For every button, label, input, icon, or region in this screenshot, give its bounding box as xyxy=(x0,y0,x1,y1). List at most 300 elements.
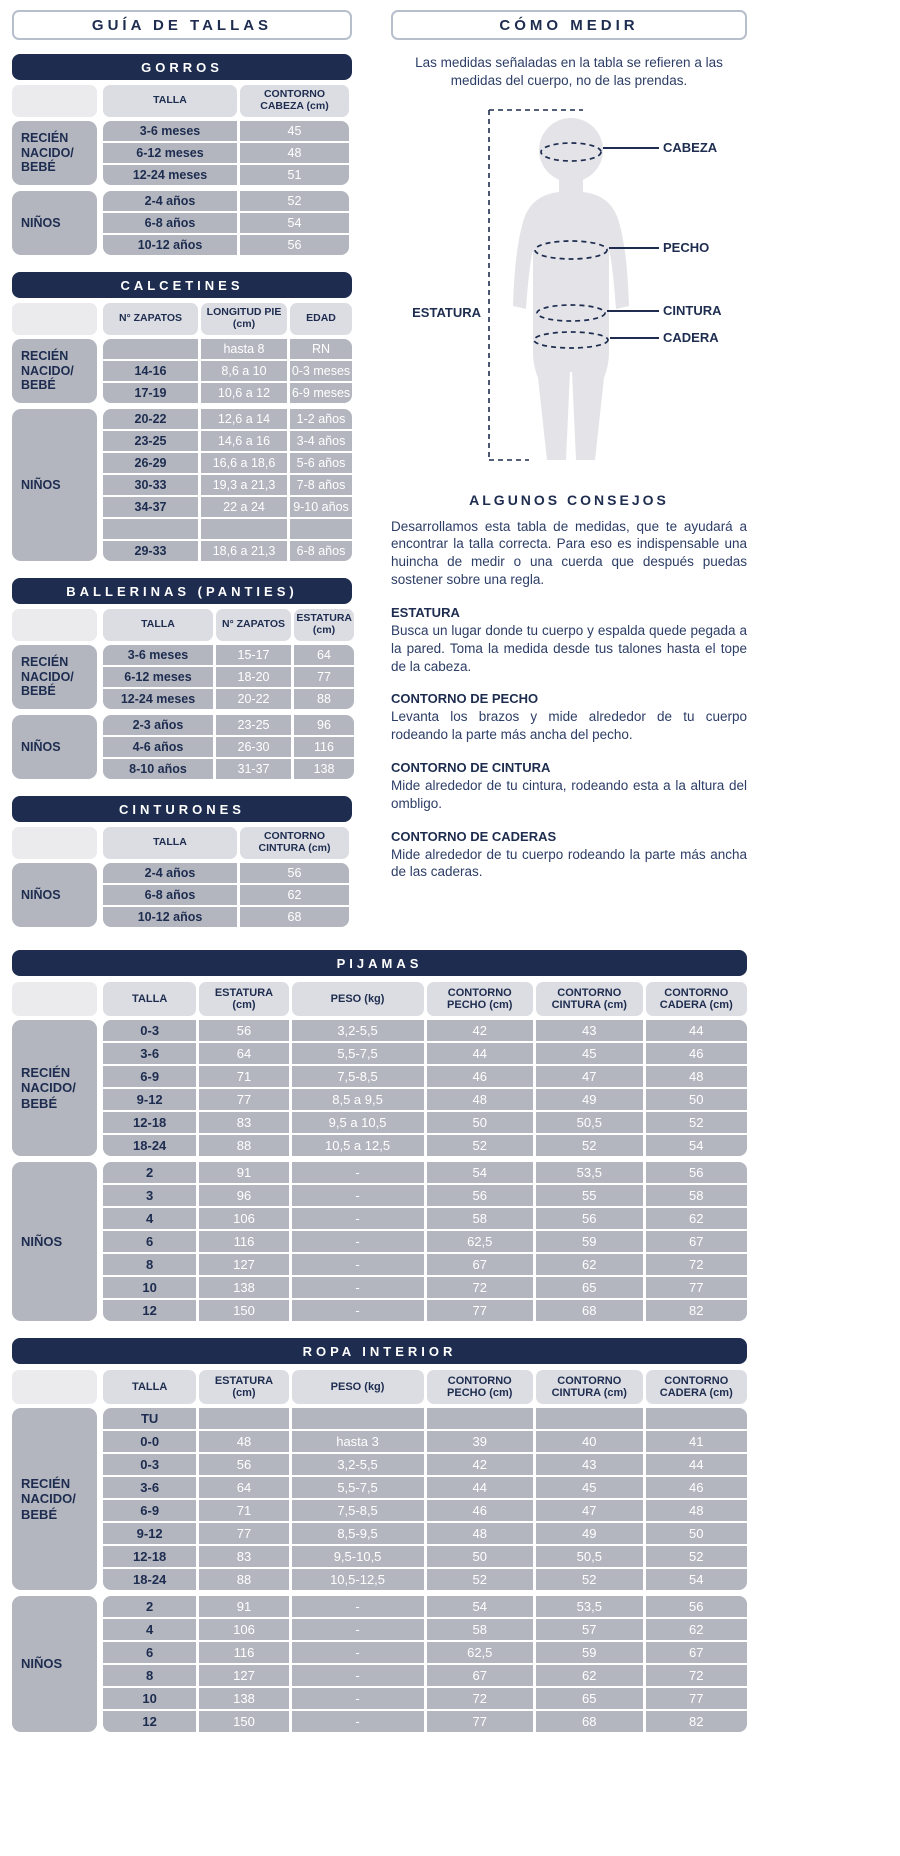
pijamas-cell-r2-c1: 106 xyxy=(199,1208,288,1229)
pijamas-cell-r1-c3: 56 xyxy=(427,1185,534,1206)
ballerinas-header-corner xyxy=(12,609,97,641)
pijamas-column-header-4: CONTORNO CINTURA (cm) xyxy=(536,982,643,1016)
cinturones-header-corner xyxy=(12,827,97,859)
pijamas-cell-r1-c1: 64 xyxy=(199,1043,288,1064)
pijamas-column-header-1: ESTATURA (cm) xyxy=(199,982,288,1016)
tip-contorno-caderas-text: Mide alrededor de tu cuerpo rodeando la parte más ancha de las caderas. xyxy=(391,846,747,880)
ropa-interior-cell-r5-c0: 12 xyxy=(103,1711,196,1732)
ballerinas-cell-r1-c0: 4-6 años xyxy=(103,737,213,757)
ropa-interior-cell-r2-c1: 56 xyxy=(199,1454,288,1475)
how-to-measure-column xyxy=(391,10,747,944)
pijamas-cell-r0-c0: 0-3 xyxy=(103,1020,196,1041)
pijamas-cell-r4-c4: 62 xyxy=(536,1254,643,1275)
ropa-interior-cell-r3-c5: 72 xyxy=(646,1665,747,1686)
ropa-interior-cell-r6-c0: 12-18 xyxy=(103,1546,196,1567)
cinturones-column-header-0: TALLA xyxy=(103,827,237,859)
pijamas-cell-r5-c0: 10 xyxy=(103,1277,196,1298)
pijamas-cell-r1-c5: 58 xyxy=(646,1185,747,1206)
pijamas-cell-r6-c4: 68 xyxy=(536,1300,643,1321)
gorros-cell-r2-c0: 10-12 años xyxy=(103,235,237,255)
size-guide-title-text: GUÍA DE TALLAS xyxy=(91,16,273,34)
pijamas-cell-r5-c4: 52 xyxy=(536,1135,643,1156)
gorros-group-0 xyxy=(12,121,352,185)
ropa-interior-cell-r0-c5: 56 xyxy=(646,1596,747,1617)
ballerinas-cell-r2-c1: 20-22 xyxy=(216,689,291,709)
pijamas-cell-r0-c2: 3,2-5,5 xyxy=(292,1020,424,1041)
table-ballerinas xyxy=(12,578,352,779)
pijamas-cell-r0-c0: 2 xyxy=(103,1162,196,1183)
pijamas-cell-r5-c3: 52 xyxy=(427,1135,534,1156)
ballerinas-group-1 xyxy=(12,715,352,779)
ropa-interior-cell-r5-c3: 48 xyxy=(427,1523,534,1544)
calcetines-cell-r0-c2: 1-2 años xyxy=(290,409,352,429)
pijamas-cell-r0-c3: 54 xyxy=(427,1162,534,1183)
pijamas-cell-r2-c4: 56 xyxy=(536,1208,643,1229)
pijamas-cell-r2-c4: 47 xyxy=(536,1066,643,1087)
pijamas-cell-r5-c5: 54 xyxy=(646,1135,747,1156)
ballerinas-cell-r2-c1: 31-37 xyxy=(216,759,291,779)
calcetines-cell-r6-c2: 6-8 años xyxy=(290,541,352,561)
pijamas-cell-r0-c3: 42 xyxy=(427,1020,534,1041)
pijamas-cell-r2-c5: 48 xyxy=(646,1066,747,1087)
pijamas-column-header-5: CONTORNO CADERA (cm) xyxy=(646,982,747,1016)
ropa-interior-header-row xyxy=(12,1370,747,1404)
ropa-interior-cell-r1-c1: 48 xyxy=(199,1431,288,1452)
cinturones-group-0 xyxy=(12,863,352,927)
ropa-interior-cell-r2-c3: 42 xyxy=(427,1454,534,1475)
calcetines-column-header-0: N° ZAPATOS xyxy=(103,303,198,335)
ropa-interior-cell-r4-c5: 77 xyxy=(646,1688,747,1709)
ballerinas-cell-r2-c0: 8-10 años xyxy=(103,759,213,779)
how-to-measure-title-text: CÓMO MEDIR xyxy=(499,16,639,34)
pijamas-cell-r5-c3: 72 xyxy=(427,1277,534,1298)
tip-contorno-pecho-title: CONTORNO DE PECHO xyxy=(391,691,539,707)
tip-contorno-pecho-text: Levanta los brazos y mide alrededor de tu cuerpo rodeando la parte más ancha del pecho. xyxy=(391,709,747,743)
pijamas-cell-r4-c5: 52 xyxy=(646,1112,747,1133)
ballerinas-column-header-0: TALLA xyxy=(103,609,213,641)
pijamas-cell-r6-c2: - xyxy=(292,1300,424,1321)
pijamas-cell-r3-c4: 59 xyxy=(536,1231,643,1252)
ropa-interior-cell-r2-c3: 62,5 xyxy=(427,1642,534,1663)
ropa-interior-cell-r1-c0: 4 xyxy=(103,1619,196,1640)
pijamas-column-header-3: CONTORNO PECHO (cm) xyxy=(427,982,534,1016)
calcetines-group-label-0: RECIÉN NACIDO/ BEBÉ xyxy=(12,339,97,403)
calcetines-cell-r6-c0: 29-33 xyxy=(103,541,198,561)
ropa-interior-cell-r3-c2: - xyxy=(292,1665,424,1686)
pijamas-cell-r1-c4: 45 xyxy=(536,1043,643,1064)
pijamas-cell-r4-c0: 8 xyxy=(103,1254,196,1275)
cinturones-cell-r2-c1: 68 xyxy=(240,907,349,927)
ropa-interior-cell-r4-c3: 46 xyxy=(427,1500,534,1521)
tip-estatura-title: ESTATURA xyxy=(391,604,460,620)
pijamas-cell-r2-c2: 7,5-8,5 xyxy=(292,1066,424,1087)
calcetines-group-0 xyxy=(12,339,352,403)
ropa-interior-cell-r0-c2: - xyxy=(292,1596,424,1617)
pijamas-group-label-0: RECIÉN NACIDO/ BEBÉ xyxy=(12,1020,97,1156)
calcetines-cell-r5-c1 xyxy=(201,519,287,539)
pijamas-cell-r3-c4: 49 xyxy=(536,1089,643,1110)
pijamas-cell-r4-c0: 12-18 xyxy=(103,1112,196,1133)
ballerinas-column-header-2: ESTATURA (cm) xyxy=(294,609,354,641)
cinturones-cell-r0-c0: 2-4 años xyxy=(103,863,237,883)
ropa-interior-cell-r7-c4: 52 xyxy=(536,1569,643,1590)
ropa-interior-cell-r5-c0: 9-12 xyxy=(103,1523,196,1544)
pijamas-cell-r1-c0: 3-6 xyxy=(103,1043,196,1064)
consejos-title: ALGUNOS CONSEJOS xyxy=(469,491,669,508)
ballerinas-cell-r2-c0: 12-24 meses xyxy=(103,689,213,709)
ropa-interior-cell-r3-c1: 127 xyxy=(199,1665,288,1686)
pijamas-cell-r0-c5: 44 xyxy=(646,1020,747,1041)
ballerinas-cell-r2-c2: 138 xyxy=(294,759,354,779)
calcetines-cell-r2-c2: 6-9 meses xyxy=(290,383,352,403)
pijamas-cell-r1-c0: 3 xyxy=(103,1185,196,1206)
pijamas-cell-r1-c1: 96 xyxy=(199,1185,288,1206)
ropa-interior-cell-r1-c5: 62 xyxy=(646,1619,747,1640)
pijamas-cell-r2-c2: - xyxy=(292,1208,424,1229)
pijamas-cell-r0-c4: 43 xyxy=(536,1020,643,1041)
ballerinas-cell-r1-c1: 18-20 xyxy=(216,667,291,687)
pijamas-cell-r5-c0: 18-24 xyxy=(103,1135,196,1156)
pijamas-cell-r2-c3: 58 xyxy=(427,1208,534,1229)
pijamas-cell-r0-c4: 53,5 xyxy=(536,1162,643,1183)
ropa-interior-cell-r6-c4: 50,5 xyxy=(536,1546,643,1567)
gorros-cell-r0-c1: 52 xyxy=(240,191,349,211)
ropa-interior-cell-r0-c3: 54 xyxy=(427,1596,534,1617)
ropa-interior-cell-r5-c4: 68 xyxy=(536,1711,643,1732)
ropa-interior-cell-r0-c3 xyxy=(427,1408,534,1429)
ballerinas-group-0 xyxy=(12,645,352,709)
pijamas-cell-r4-c2: 9,5 a 10,5 xyxy=(292,1112,424,1133)
pijamas-cell-r2-c5: 62 xyxy=(646,1208,747,1229)
pijamas-header-row xyxy=(12,982,747,1016)
top-section xyxy=(12,10,747,944)
ropa-interior-column-header-2: PESO (kg) xyxy=(292,1370,424,1404)
pijamas-cell-r2-c1: 71 xyxy=(199,1066,288,1087)
pijamas-cell-r3-c3: 48 xyxy=(427,1089,534,1110)
pijamas-cell-r4-c1: 127 xyxy=(199,1254,288,1275)
pijamas-cell-r1-c2: - xyxy=(292,1185,424,1206)
ropa-interior-cell-r3-c1: 64 xyxy=(199,1477,288,1498)
calcetines-cell-r1-c0: 23-25 xyxy=(103,431,198,451)
pijamas-cell-r2-c3: 46 xyxy=(427,1066,534,1087)
pijamas-cell-r4-c4: 50,5 xyxy=(536,1112,643,1133)
ropa-interior-cell-r4-c0: 6-9 xyxy=(103,1500,196,1521)
ropa-interior-cell-r7-c2: 10,5-12,5 xyxy=(292,1569,424,1590)
cintura-label: CINTURA xyxy=(663,302,722,318)
pijamas-cell-r1-c3: 44 xyxy=(427,1043,534,1064)
pijamas-cell-r4-c1: 83 xyxy=(199,1112,288,1133)
calcetines-cell-r4-c1: 22 a 24 xyxy=(201,497,287,517)
calcetines-cell-r4-c2: 9-10 años xyxy=(290,497,352,517)
ballerinas-cell-r0-c1: 23-25 xyxy=(216,715,291,735)
ropa-interior-cell-r7-c1: 88 xyxy=(199,1569,288,1590)
pijamas-cell-r5-c4: 65 xyxy=(536,1277,643,1298)
calcetines-cell-r0-c1: hasta 8 xyxy=(201,339,287,359)
calcetines-group-label-1: NIÑOS xyxy=(12,409,97,561)
measure-diagram xyxy=(391,98,747,478)
ballerinas-cell-r1-c2: 116 xyxy=(294,737,354,757)
pijamas-column-header-0: TALLA xyxy=(103,982,196,1016)
size-guide-page xyxy=(12,10,747,1732)
calcetines-cell-r2-c2: 5-6 años xyxy=(290,453,352,473)
cinturones-cell-r1-c1: 62 xyxy=(240,885,349,905)
calcetines-cell-r2-c1: 10,6 a 12 xyxy=(201,383,287,403)
estatura-label: ESTATURA xyxy=(412,304,481,320)
ropa-interior-cell-r1-c3: 58 xyxy=(427,1619,534,1640)
pijamas-cell-r3-c5: 67 xyxy=(646,1231,747,1252)
ropa-interior-group-0 xyxy=(12,1408,747,1590)
calcetines-cell-r2-c0: 26-29 xyxy=(103,453,198,473)
ropa-interior-cell-r0-c1 xyxy=(199,1408,288,1429)
gorros-group-1 xyxy=(12,191,352,255)
ropa-interior-cell-r1-c4: 57 xyxy=(536,1619,643,1640)
ropa-interior-cell-r6-c3: 50 xyxy=(427,1546,534,1567)
ropa-interior-column-header-0: TALLA xyxy=(103,1370,196,1404)
pijamas-column-header-2: PESO (kg) xyxy=(292,982,424,1016)
ropa-interior-cell-r5-c1: 77 xyxy=(199,1523,288,1544)
ropa-interior-cell-r7-c0: 18-24 xyxy=(103,1569,196,1590)
gorros-cell-r2-c0: 12-24 meses xyxy=(103,165,237,185)
ropa-interior-cell-r2-c4: 43 xyxy=(536,1454,643,1475)
calcetines-cell-r5-c2 xyxy=(290,519,352,539)
pijamas-cell-r0-c1: 91 xyxy=(199,1162,288,1183)
gorros-header-corner xyxy=(12,85,97,117)
size-guide-title xyxy=(12,10,352,40)
ropa-interior-header-corner xyxy=(12,1370,97,1404)
gorros-section-title: GORROS xyxy=(12,54,352,80)
gorros-group-label-0: RECIÉN NACIDO/ BEBÉ xyxy=(12,121,97,185)
ropa-interior-cell-r6-c1: 83 xyxy=(199,1546,288,1567)
calcetines-cell-r5-c0 xyxy=(103,519,198,539)
ropa-interior-group-label-1: NIÑOS xyxy=(12,1596,97,1732)
ropa-interior-column-header-3: CONTORNO PECHO (cm) xyxy=(427,1370,534,1404)
ropa-interior-cell-r4-c2: - xyxy=(292,1688,424,1709)
ropa-interior-cell-r4-c1: 71 xyxy=(199,1500,288,1521)
ropa-interior-cell-r1-c4: 40 xyxy=(536,1431,643,1452)
size-tables-column xyxy=(12,10,352,944)
pijamas-cell-r3-c2: 8,5 a 9,5 xyxy=(292,1089,424,1110)
ballerinas-group-label-1: NIÑOS xyxy=(12,715,97,779)
ropa-interior-column-header-1: ESTATURA (cm) xyxy=(199,1370,288,1404)
gorros-cell-r1-c0: 6-12 meses xyxy=(103,143,237,163)
measure-intro-text: Las medidas señaladas en la tabla se refieren a las medidas del cuerpo, no de las prendas. xyxy=(415,55,723,88)
pijamas-cell-r3-c1: 116 xyxy=(199,1231,288,1252)
pijamas-cell-r1-c5: 46 xyxy=(646,1043,747,1064)
pijamas-cell-r0-c2: - xyxy=(292,1162,424,1183)
ropa-interior-cell-r4-c3: 72 xyxy=(427,1688,534,1709)
cinturones-header-row xyxy=(12,827,352,859)
tip-contorno-caderas xyxy=(391,829,747,882)
cabeza-label: CABEZA xyxy=(663,139,718,155)
ropa-interior-cell-r2-c0: 0-3 xyxy=(103,1454,196,1475)
ropa-interior-section-title: ROPA INTERIOR xyxy=(12,1338,747,1364)
gorros-cell-r2-c1: 56 xyxy=(240,235,349,255)
ropa-interior-cell-r0-c5 xyxy=(646,1408,747,1429)
ropa-interior-cell-r2-c0: 6 xyxy=(103,1642,196,1663)
pijamas-cell-r3-c0: 9-12 xyxy=(103,1089,196,1110)
ballerinas-header-row xyxy=(12,609,352,641)
gorros-cell-r0-c1: 45 xyxy=(240,121,349,141)
ballerinas-group-label-0: RECIÉN NACIDO/ BEBÉ xyxy=(12,645,97,709)
ballerinas-cell-r0-c2: 64 xyxy=(294,645,354,665)
table-calcetines xyxy=(12,272,352,561)
calcetines-cell-r0-c0 xyxy=(103,339,198,359)
pijamas-cell-r3-c1: 77 xyxy=(199,1089,288,1110)
tip-estatura-text: Busca un lugar donde tu cuerpo y espalda quede pegada a la pared. Toma la medida desde tus talones hasta el tope de la cabeza. xyxy=(391,622,747,674)
table-cinturones xyxy=(12,796,352,927)
ballerinas-cell-r0-c1: 15-17 xyxy=(216,645,291,665)
child-silhouette-figure xyxy=(391,98,747,478)
pijamas-cell-r5-c5: 77 xyxy=(646,1277,747,1298)
pijamas-cell-r1-c4: 55 xyxy=(536,1185,643,1206)
gorros-cell-r1-c1: 48 xyxy=(240,143,349,163)
ballerinas-cell-r1-c0: 6-12 meses xyxy=(103,667,213,687)
ropa-interior-cell-r4-c0: 10 xyxy=(103,1688,196,1709)
calcetines-column-header-1: LONGITUD PIE (cm) xyxy=(201,303,287,335)
calcetines-cell-r6-c1: 18,6 a 21,3 xyxy=(201,541,287,561)
pijamas-cell-r6-c3: 77 xyxy=(427,1300,534,1321)
pijamas-cell-r6-c1: 150 xyxy=(199,1300,288,1321)
ropa-interior-cell-r5-c1: 150 xyxy=(199,1711,288,1732)
ropa-interior-cell-r3-c4: 62 xyxy=(536,1665,643,1686)
ropa-interior-cell-r0-c0: TU xyxy=(103,1408,196,1429)
ropa-interior-column-header-5: CONTORNO CADERA (cm) xyxy=(646,1370,747,1404)
tip-contorno-pecho xyxy=(391,691,747,744)
ropa-interior-cell-r0-c4 xyxy=(536,1408,643,1429)
tip-contorno-cintura-text: Mide alrededor de tu cintura, rodeando esta a la altura del ombligo. xyxy=(391,777,747,811)
calcetines-cell-r1-c2: 0-3 meses xyxy=(290,361,352,381)
ropa-interior-cell-r1-c1: 106 xyxy=(199,1619,288,1640)
table-gorros xyxy=(12,54,352,255)
calcetines-header-corner xyxy=(12,303,97,335)
ropa-interior-cell-r3-c3: 44 xyxy=(427,1477,534,1498)
ropa-interior-cell-r0-c2 xyxy=(292,1408,424,1429)
ropa-interior-group-1 xyxy=(12,1596,747,1732)
gorros-group-label-1: NIÑOS xyxy=(12,191,97,255)
ballerinas-column-header-1: N° ZAPATOS xyxy=(216,609,291,641)
ropa-interior-cell-r4-c1: 138 xyxy=(199,1688,288,1709)
ropa-interior-cell-r3-c0: 3-6 xyxy=(103,1477,196,1498)
calcetines-cell-r1-c1: 14,6 a 16 xyxy=(201,431,287,451)
gorros-cell-r1-c1: 54 xyxy=(240,213,349,233)
pijamas-cell-r3-c3: 62,5 xyxy=(427,1231,534,1252)
tip-contorno-cintura xyxy=(391,760,747,813)
ropa-interior-cell-r5-c2: - xyxy=(292,1711,424,1732)
table-ropa-interior xyxy=(12,1338,747,1732)
pijamas-group-0 xyxy=(12,1020,747,1156)
ropa-interior-cell-r1-c2: hasta 3 xyxy=(292,1431,424,1452)
gorros-cell-r0-c0: 3-6 meses xyxy=(103,121,237,141)
pijamas-cell-r0-c1: 56 xyxy=(199,1020,288,1041)
pijamas-cell-r5-c1: 138 xyxy=(199,1277,288,1298)
ropa-interior-cell-r2-c2: 3,2-5,5 xyxy=(292,1454,424,1475)
cinturones-cell-r1-c0: 6-8 años xyxy=(103,885,237,905)
tip-contorno-cintura-title: CONTORNO DE CINTURA xyxy=(391,759,551,775)
calcetines-group-1 xyxy=(12,409,352,561)
pecho-label: PECHO xyxy=(663,239,710,255)
pijamas-cell-r4-c3: 67 xyxy=(427,1254,534,1275)
pijamas-cell-r5-c1: 88 xyxy=(199,1135,288,1156)
pijamas-cell-r4-c5: 72 xyxy=(646,1254,747,1275)
tip-estatura xyxy=(391,605,747,675)
calcetines-cell-r3-c1: 19,3 a 21,3 xyxy=(201,475,287,495)
ropa-interior-cell-r5-c4: 49 xyxy=(536,1523,643,1544)
ropa-interior-cell-r1-c5: 41 xyxy=(646,1431,747,1452)
ropa-interior-cell-r4-c2: 7,5-8,5 xyxy=(292,1500,424,1521)
ropa-interior-cell-r1-c0: 0-0 xyxy=(103,1431,196,1452)
gorros-cell-r0-c0: 2-4 años xyxy=(103,191,237,211)
ropa-interior-cell-r2-c5: 44 xyxy=(646,1454,747,1475)
ropa-interior-cell-r1-c3: 39 xyxy=(427,1431,534,1452)
ropa-interior-cell-r6-c5: 52 xyxy=(646,1546,747,1567)
pijamas-cell-r2-c0: 4 xyxy=(103,1208,196,1229)
ropa-interior-cell-r5-c5: 82 xyxy=(646,1711,747,1732)
pijamas-cell-r1-c2: 5,5-7,5 xyxy=(292,1043,424,1064)
pijamas-group-label-1: NIÑOS xyxy=(12,1162,97,1321)
calcetines-cell-r2-c1: 16,6 a 18,6 xyxy=(201,453,287,473)
calcetines-cell-r0-c1: 12,6 a 14 xyxy=(201,409,287,429)
pijamas-header-corner xyxy=(12,982,97,1016)
ropa-interior-cell-r2-c5: 67 xyxy=(646,1642,747,1663)
pijamas-cell-r5-c2: - xyxy=(292,1277,424,1298)
calcetines-column-header-2: EDAD xyxy=(290,303,352,335)
ropa-interior-cell-r5-c2: 8,5-9,5 xyxy=(292,1523,424,1544)
pijamas-cell-r6-c0: 12 xyxy=(103,1300,196,1321)
ballerinas-cell-r1-c2: 77 xyxy=(294,667,354,687)
calcetines-cell-r1-c1: 8,6 a 10 xyxy=(201,361,287,381)
how-to-measure-title xyxy=(391,10,747,40)
calcetines-cell-r4-c0: 34-37 xyxy=(103,497,198,517)
pijamas-cell-r4-c2: - xyxy=(292,1254,424,1275)
ballerinas-cell-r0-c0: 2-3 años xyxy=(103,715,213,735)
tip-contorno-caderas-title: CONTORNO DE CADERAS xyxy=(391,828,557,844)
cinturones-column-header-1: CONTORNO CINTURA (cm) xyxy=(240,827,349,859)
calcetines-header-row xyxy=(12,303,352,335)
ropa-interior-cell-r1-c2: - xyxy=(292,1619,424,1640)
pijamas-group-1 xyxy=(12,1162,747,1321)
ropa-interior-cell-r3-c3: 67 xyxy=(427,1665,534,1686)
ropa-interior-cell-r7-c3: 52 xyxy=(427,1569,534,1590)
ropa-interior-cell-r4-c5: 48 xyxy=(646,1500,747,1521)
gorros-column-header-0: TALLA xyxy=(103,85,237,117)
ropa-interior-cell-r3-c5: 46 xyxy=(646,1477,747,1498)
calcetines-section-title: CALCETINES xyxy=(12,272,352,298)
calcetines-cell-r3-c0: 30-33 xyxy=(103,475,198,495)
ropa-interior-cell-r2-c1: 116 xyxy=(199,1642,288,1663)
pijamas-cell-r6-c5: 82 xyxy=(646,1300,747,1321)
cinturones-section-title: CINTURONES xyxy=(12,796,352,822)
ballerinas-cell-r1-c1: 26-30 xyxy=(216,737,291,757)
calcetines-cell-r0-c0: 20-22 xyxy=(103,409,198,429)
ropa-interior-cell-r0-c0: 2 xyxy=(103,1596,196,1617)
ropa-interior-cell-r0-c1: 91 xyxy=(199,1596,288,1617)
calcetines-cell-r2-c0: 17-19 xyxy=(103,383,198,403)
gorros-cell-r2-c1: 51 xyxy=(240,165,349,185)
pijamas-cell-r4-c3: 50 xyxy=(427,1112,534,1133)
ropa-interior-cell-r2-c4: 59 xyxy=(536,1642,643,1663)
ropa-interior-cell-r7-c5: 54 xyxy=(646,1569,747,1590)
pijamas-cell-r0-c5: 56 xyxy=(646,1162,747,1183)
gorros-header-row xyxy=(12,85,352,117)
ballerinas-cell-r0-c0: 3-6 meses xyxy=(103,645,213,665)
calcetines-cell-r1-c2: 3-4 años xyxy=(290,431,352,451)
ropa-interior-cell-r0-c4: 53,5 xyxy=(536,1596,643,1617)
ropa-interior-cell-r2-c2: - xyxy=(292,1642,424,1663)
cinturones-cell-r2-c0: 10-12 años xyxy=(103,907,237,927)
ballerinas-cell-r2-c2: 88 xyxy=(294,689,354,709)
pijamas-cell-r3-c5: 50 xyxy=(646,1089,747,1110)
calcetines-cell-r3-c2: 7-8 años xyxy=(290,475,352,495)
